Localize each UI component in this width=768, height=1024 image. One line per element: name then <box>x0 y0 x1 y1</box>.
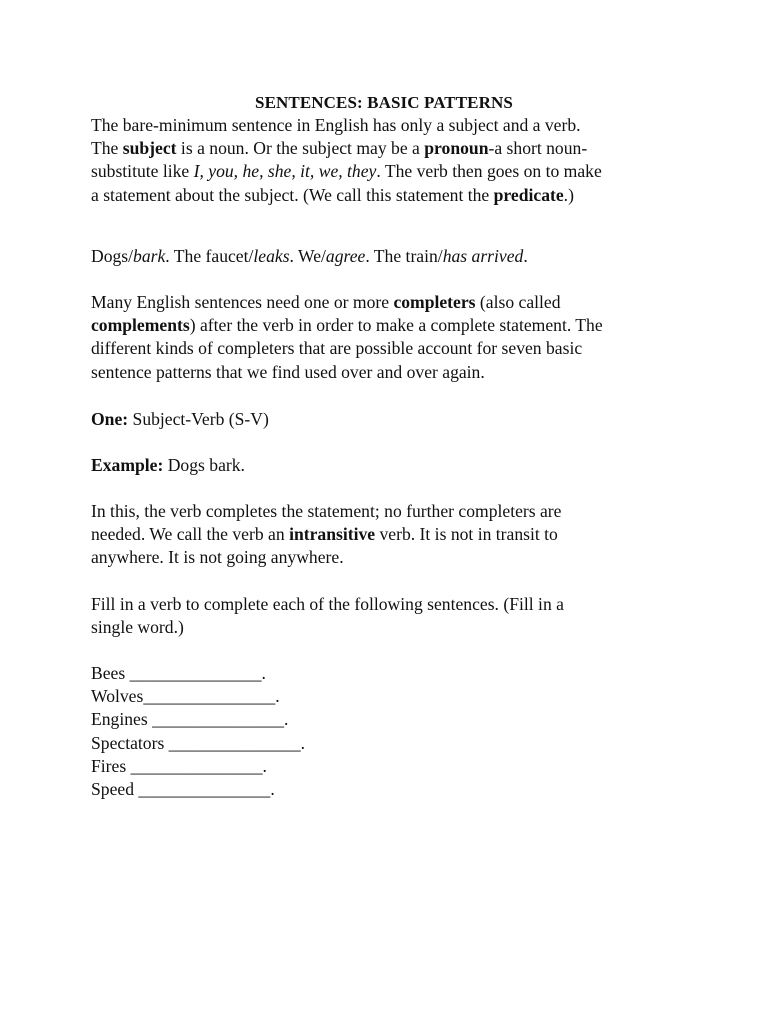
completers-text: ) after the verb in order to make a complete statement. The <box>189 315 603 336</box>
term-complements: complements <box>91 315 190 336</box>
term-completers: completers <box>393 292 476 312</box>
example-period: . <box>523 246 528 266</box>
exercise-item-fires: Fires _______________. <box>91 755 267 776</box>
example-subject: . The faucet/ <box>165 246 254 266</box>
completers-text: Many English sentences need one or more <box>91 292 394 312</box>
term-predicate: predicate <box>493 184 564 205</box>
completers-line-4: sentence patterns that we find used over and over again. <box>91 361 485 382</box>
explanation-text: verb. It is not in transit to <box>375 524 558 545</box>
intro-text: The <box>91 138 123 159</box>
examples-line <box>91 245 671 268</box>
example-subject: . The train/ <box>365 246 443 266</box>
pattern-one-heading <box>91 408 671 431</box>
example-verb: leaks <box>253 246 290 266</box>
explanation-line-3: anywhere. It is not going anywhere. <box>91 547 344 568</box>
intro-text: The bare-minimum sentence in English has only a subject and a verb. <box>91 115 581 135</box>
instructions-paragraph <box>91 593 671 639</box>
intro-line-3 <box>91 160 671 183</box>
instructions-line-2: single word.) <box>91 617 184 638</box>
intro-line-4 <box>91 184 671 207</box>
intro-text: .) <box>563 184 574 205</box>
instructions-line-1: Fill in a verb to complete each of the following sentences. (Fill in a <box>91 594 564 614</box>
page-title: SENTENCES: BASIC PATTERNS <box>255 93 513 112</box>
exercise-item-engines: Engines _______________. <box>91 709 289 730</box>
examples-paragraph <box>91 245 671 268</box>
pattern-one-text: Subject-Verb (S-V) <box>128 409 269 429</box>
example-line <box>91 454 671 477</box>
exercise-item-speed: Speed _______________. <box>91 779 275 800</box>
intro-line-1 <box>91 114 671 137</box>
example-text: Dogs bark. <box>163 455 245 475</box>
exercise-item-bees: Bees _______________. <box>91 663 266 683</box>
intro-paragraph <box>91 114 671 207</box>
intro-line-2 <box>91 137 671 160</box>
pronoun-list: I, you, he, she, it, we, they <box>193 161 377 182</box>
term-intransitive: intransitive <box>289 524 376 545</box>
pattern-one-line <box>91 408 671 431</box>
completers-line-1 <box>91 291 671 314</box>
exercise-item-spectators: Spectators _______________. <box>91 732 306 753</box>
intro-text: is a noun. Or the subject may be a <box>176 138 425 159</box>
term-pronoun: pronoun <box>424 138 489 159</box>
intro-text: substitute like <box>91 161 194 182</box>
example-verb: bark <box>133 246 166 266</box>
example-subject: . We/ <box>289 246 326 266</box>
pattern-one-label: One: <box>91 409 129 429</box>
explanation-paragraph <box>91 500 671 570</box>
explanation-text: needed. We call the verb an <box>91 524 290 545</box>
intro-text: a statement about the subject. (We call this statement the <box>91 184 494 205</box>
exercise-item-wolves: Wolves_______________. <box>91 686 280 707</box>
completers-text: (also called <box>475 292 561 312</box>
term-subject: subject <box>122 138 177 159</box>
example-subject: Dogs/ <box>91 246 134 266</box>
completers-line-3: different kinds of completers that are possible account for seven basic <box>91 338 583 359</box>
exercise-list <box>91 662 671 801</box>
example-heading <box>91 454 671 477</box>
explanation-line-1: In this, the verb completes the statement; no further completers are <box>91 501 562 521</box>
example-label: Example: <box>91 455 164 475</box>
intro-text: . The verb then goes on to make <box>376 161 602 182</box>
example-verb: agree <box>325 246 366 266</box>
completers-paragraph <box>91 291 671 384</box>
example-verb: has arrived <box>442 246 524 266</box>
explanation-line-2 <box>91 523 671 546</box>
completers-line-2 <box>91 314 671 337</box>
intro-text: -a short noun- <box>488 138 588 159</box>
